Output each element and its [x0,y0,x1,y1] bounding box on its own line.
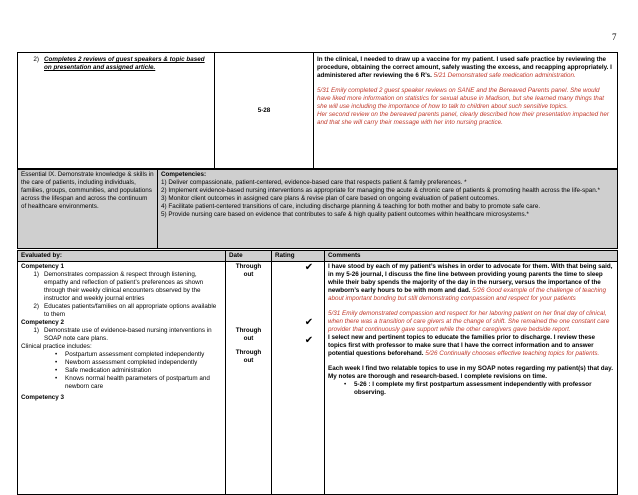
date-value: Through out [235,327,262,342]
competency-item: 3) Monitor client outcomes in assigned care plans & revise plan of care based on ongoing evaluation of patient outcomes. [161,195,500,202]
essential-cell [18,170,158,249]
essential-table [17,169,618,249]
date-value: Through out [235,349,262,364]
instructor-comment: 5/31 Emily demonstrated compassion and respect for her laboring patient on her final day of clinical, when there was a transition of care givers at the change of shift. She remained the one constant care provider that continuously gave support while the other caregivers gave bedside report. [328,310,610,333]
checkmark-icon: ✔ [304,262,314,273]
date-value: 5-28 [257,106,271,114]
item-text: Demonstrate use of evidence-based nursing interventions in SOAP note care plans. [44,327,212,342]
comment-text: Each week I find two relatable topics to use in my SOAP notes regarding my patient(s) that day. My notes are thorough and research-based. I complete revisions on time. [328,365,613,380]
competency-item: 5) Provide nursing care based on evidence that contributes to safe & high quality patient outcomes within healthcare microsystems.* [161,211,529,218]
item-number: 2) [33,303,39,310]
item-cell [18,53,215,169]
comment-text: In the clinical, I needed to draw up a vaccine for my patient. I used safe practice by reviewing the procedure, obtaining the correct amount, safely wasting the excess, and recapping appropriately. I administered after reviewing the 6 R’s. [317,56,612,79]
checkmark-icon: ✔ [304,335,314,346]
competencies-label: Competencies: [161,171,207,178]
bullet-icon: • [55,367,58,374]
comment-text: I select new and pertinent topics to educate the families prior to discharge. I review these topics first with professor to make sure that I have the correct information and to answer potential questions beforehand. [328,334,595,357]
competency-item: 4) Facilitate patient-centered transitions of care, including discharge planning & teaching for both mother and baby to promote safe care. [161,203,541,210]
date-value: Through out [235,263,262,278]
bullet-text: Safe medication administration [65,367,152,374]
competency-item: 1) Deliver compassionate, patient-centered, evidence-based care that respects patient & family preferences. * [161,179,467,186]
comment-cell [314,53,618,169]
item-text: Demonstrates compassion & respect through listening, empathy and reflection of patient’s preferences as shown through their weekly clinical encounters observed by the instructor and weekly journal entries [44,271,204,302]
item-text: Educates patients/families on all appropriate options available to them [44,303,217,318]
item-number: 1) [33,327,39,334]
bullet-icon: • [55,359,58,366]
item-number: 1) [33,271,39,278]
rating-column [272,262,325,495]
bullet-text: Knows normal health parameters of postpartum and newborn care [65,375,210,390]
instructor-comment: 5/21 Demonstrated safe medication administration. [433,72,576,79]
bullet-text: Newborn assessment completed independently [65,359,198,366]
comment-text: I have stood by each of my patient’s wishes in order to advocate for them. With that being said, in my 5-26 journal, I discuss the fine line between providing young parents the time to sleep while their baby spends the majority of the day in the nursery, versus the importance of the newborn’s early hours to be with mom and dad. [328,263,613,294]
page-number: 7 [612,32,617,42]
date-cell [215,53,314,169]
item-number: 2) [33,56,39,63]
competencies-cell [158,170,618,249]
instructor-comment: 5/26 Good example of the challenge of teaching about important bonding but still demonstrating compassion and respect for your patients [328,287,606,302]
competency-heading: Competency 1 [21,263,65,270]
essential-text: Essential IX. Demonstrate knowledge & skills in the care of patients, including individuals, families, groups, communities, and populations across the lifespan and across the continuum of healthcare environments. [21,171,154,210]
evaluation-table [17,250,618,495]
comments-column [325,262,618,495]
competency-heading: Competency 3 [21,394,65,401]
date-column [226,262,272,495]
bullet-icon: • [344,381,347,388]
header-evaluated-by: Evaluated by: [18,251,226,262]
bullet-text: Postpartum assessment completed independently [65,351,205,358]
competency-item: 2) Implement evidence-based nursing interventions as appropriate for managing the acute & chronic care of patients & promoting health across the life-span.* [161,187,600,194]
instructor-comment: 5/26 Continually chooses effective teaching topics for patients. [425,350,600,357]
instructor-comment: 5/31 Emily completed 2 guest speaker reviews on SANE and the Bereaved Parents panel. She would have liked more information on statistics for sexual abuse in Madison, but she learned many things that she will use including the importance of how to talk to children about such sensitive topics. [317,87,605,110]
competency-list-cell [18,262,226,495]
guest-speaker-table [17,52,618,169]
header-rating: Rating [272,251,325,262]
instructor-comment: Her second review on the bereaved parents panel, clearly described how their presentation impacted her and that she will carry their message with her into nursing practice. [317,111,609,126]
checkmark-icon: ✔ [304,317,314,328]
item-text: Completes 2 reviews of guest speakers & topic based on presentation and assigned article. [44,56,205,71]
header-date: Date [226,251,272,262]
bullet-icon: • [55,375,58,382]
bullet-icon: • [55,351,58,358]
header-comments: Comments [325,251,618,262]
competency-heading: Competency 2 [21,319,65,326]
bullet-text: 5-26 : I complete my first postpartum assessment independently with professor observing. [354,381,592,396]
clinical-practice-label: Clinical practice includes: [21,343,92,350]
